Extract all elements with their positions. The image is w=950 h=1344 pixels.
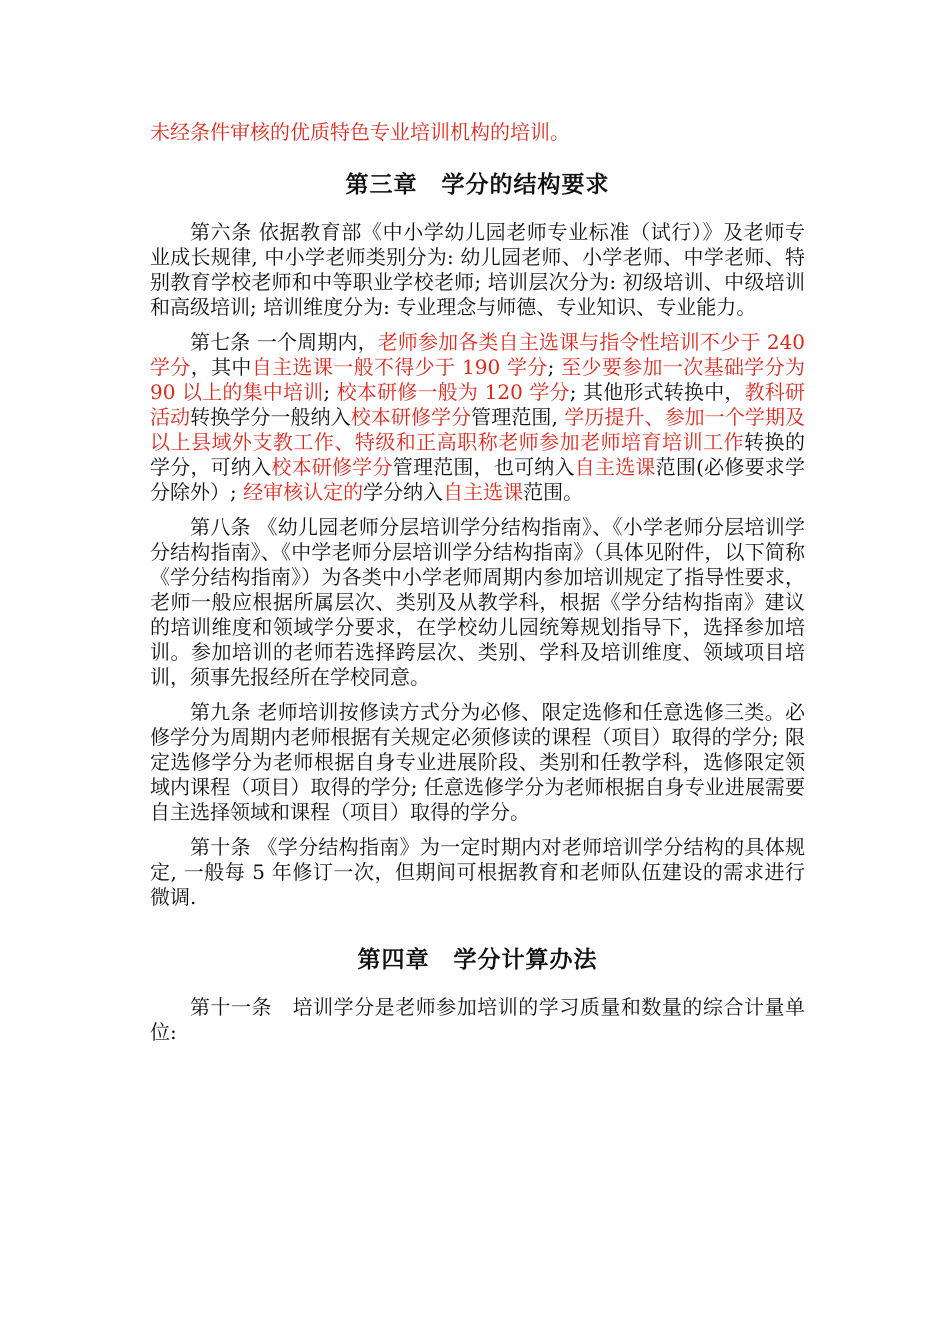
art7-highlight: 老师参加各类自主选课与指令性培训不少于 240 学分	[150, 330, 806, 379]
art7-highlight: 校本研修学分	[350, 405, 472, 429]
art7-text: ，其中	[190, 355, 252, 379]
intro-line: 未经条件审核的优质特色专业培训机构的培训。	[150, 120, 570, 144]
chapter-3-heading: 第三章 学分的结构要求	[345, 172, 610, 198]
art7-text: 转换学分一般纳入	[190, 405, 351, 429]
art7-highlight: 至少要参加一次基础学分为 90 以上的集中培训	[150, 355, 806, 404]
art7-text: 第七条 一个周期内，	[190, 330, 378, 354]
article-7	[150, 330, 805, 505]
article-6: 第六条 依据教育部《中小学幼儿园老师专业标准（试行）》及老师专业成长规律, 中小学老师类别分为: 幼儿园老师、小学老师、中学老师、特别教育学校老师和中等职业学校老师; 培训层次分为: 初级培训、中级培训和高级培训; 培训维度分为: 专业理念与师德、专业知识、专业能力。	[150, 220, 805, 319]
art7-text: 管理范围,	[471, 405, 565, 429]
article-9: 第九条 老师培训按修读方式分为必修、限定选修和任意选修三类。必修学分为周期内老师根据有关规定必须修读的课程（项目）取得的学分; 限定选修学分为老师根据自身专业进展阶段、类别和任教学科，选修限定领域内课程（项目）取得的学分; 任意选修学分为老师根据自身专业进展需要自主选择领域和课程（项目）取得的学分。	[150, 700, 805, 824]
art7-text: 转换的学分，可纳入	[150, 430, 806, 479]
article-8: 第八条 《幼儿园老师分层培训学分结构指南》、《小学老师分层培训学分结构指南》、《中学老师分层培训学分结构指南》（具体见附件，以下简称《学分结构指南》）为各类中小学老师周期内参加培训规定了指导性要求，老师一般应根据所属层次、类别及从教学科，根据《学分结构指南》建议的培训维度和领域学分要求，在学校幼儿园统筹规划指导下，选择参加培训。参加培训的老师若选择跨层次、类别、学科及培训维度、领域项目培训，须事先报经所在学校同意。	[150, 515, 805, 689]
art7-text: ; 其他形式转换中，	[569, 380, 745, 404]
art7-text: ;	[547, 355, 562, 379]
chapter-4-heading: 第四章 学分计算办法	[357, 947, 598, 973]
art7-highlight: 校本研修一般为 120 学分	[336, 380, 570, 404]
art7-highlight: 经审核认定的	[243, 480, 364, 504]
art7-highlight: 校本研修学分	[271, 455, 393, 479]
art7-highlight: 学历提升、参加一个学期及以上县域外支教工作、特级和正高职称老师参加老师培育培训工作	[150, 405, 806, 454]
art7-text: 范围(必修要求学分除外）;	[150, 455, 806, 504]
art7-highlight: 教科研活动	[150, 380, 806, 429]
article-11: 第十一条 培训学分是老师参加培训的学习质量和数量的综合计量单位:	[150, 995, 805, 1044]
art7-highlight: 自主选课一般不得少于 190 学分	[251, 355, 548, 379]
art7-highlight: 自主选课	[443, 480, 524, 504]
art7-highlight: 自主选课	[574, 455, 656, 479]
article-10: 第十条 《学分结构指南》为一定时期内对老师培训学分结构的具体规定, 一般每 5 年修订一次，但期间可根据教育和老师队伍建设的需求进行微调.	[150, 835, 805, 909]
art7-text: 范围。	[523, 480, 584, 504]
art7-text: ;	[323, 380, 337, 404]
art7-text: 管理范围，也可纳入	[392, 455, 575, 479]
art7-text: 学分纳入	[363, 480, 444, 504]
document-body	[150, 120, 805, 1055]
